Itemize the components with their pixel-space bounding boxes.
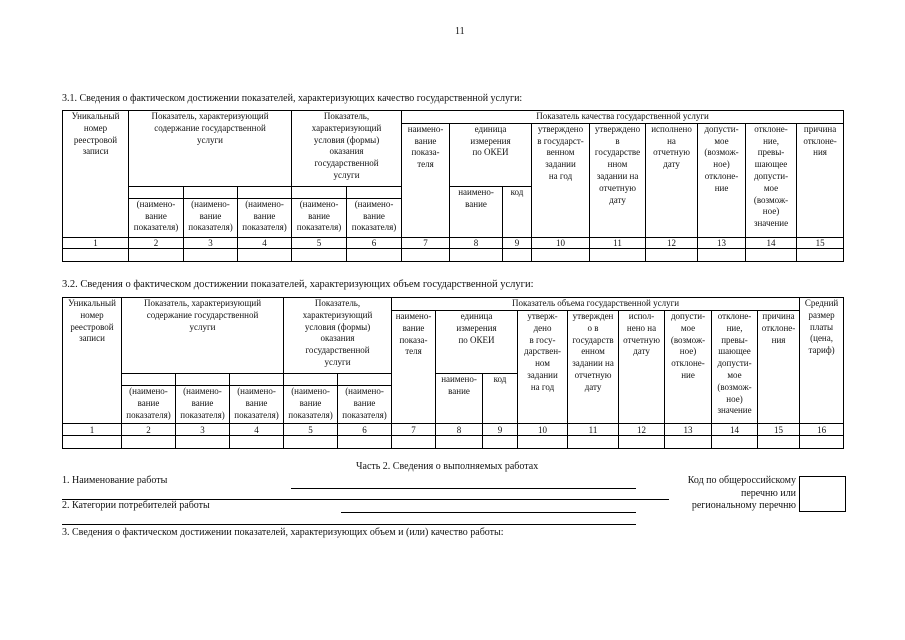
data-row: [63, 436, 844, 449]
header-sub-indicator-name: (наимено- вание показателя): [238, 198, 292, 237]
data-cell: [518, 436, 568, 449]
header-deviation-reason: причина отклоне- ния: [797, 123, 844, 237]
classifier-code-label: Код по общероссийскому перечню или региональному перечню: [687, 475, 796, 511]
column-number-row: [63, 424, 844, 436]
data-cell: [797, 248, 844, 261]
data-cell: [392, 436, 436, 449]
column-number: 14: [746, 237, 797, 248]
indicator-value-cell: [338, 374, 392, 386]
header-unit-name: наимено- вание: [450, 186, 503, 237]
header-approved-year: утверждено в государст- венном задании на год: [532, 123, 590, 237]
column-number: 15: [758, 424, 800, 436]
consumer-categories-line: [341, 512, 636, 513]
data-cell: [230, 436, 284, 449]
header-unit-code: код: [483, 374, 518, 424]
header-indicator-name: наимено- вание показа- теля: [402, 123, 450, 237]
data-cell: [532, 248, 590, 261]
header-approved-report-date: утвержден о в государств енном задании на отчетную дату: [568, 311, 619, 424]
header-approved-year: утверж- дено в госу- дарствен- ном задании на год: [518, 311, 568, 424]
column-number: 9: [483, 424, 518, 436]
header-content-indicator: Показатель, характеризующий содержание государственной услуги: [122, 298, 284, 374]
section-3-1-title: 3.1. Сведения о фактическом достижении показателей, характеризующих качество государственной услуги:: [62, 93, 523, 104]
column-number: 7: [392, 424, 436, 436]
column-number: 2: [122, 424, 176, 436]
column-number: 3: [176, 424, 230, 436]
column-number: 1: [63, 237, 129, 248]
header-deviation-reason: причина отклоне- ния: [758, 311, 800, 424]
data-cell: [63, 436, 122, 449]
separator-line: [62, 524, 636, 525]
column-number: 13: [665, 424, 712, 436]
volume-table: [62, 297, 844, 449]
header-quality-indicator: Показатель качества государственной услуги: [402, 111, 844, 124]
classifier-code-box: [799, 476, 846, 512]
indicator-value-cell: [230, 374, 284, 386]
header-sub-indicator-name: (наимено- вание показателя): [129, 198, 184, 237]
data-row: [63, 248, 844, 261]
data-cell: [698, 248, 746, 261]
data-cell: [665, 436, 712, 449]
work-name-line: [291, 488, 636, 489]
header-sub-indicator-name: (наимено- вание показателя): [292, 198, 347, 237]
data-cell: [63, 248, 129, 261]
data-cell: [122, 436, 176, 449]
column-number: 10: [532, 237, 590, 248]
section-3-2-title: 3.2. Сведения о фактическом достижении показателей, характеризующих объем государственной услуги:: [62, 279, 534, 290]
header-sub-indicator-name: (наимено- вание показателя): [176, 386, 230, 424]
column-number: 11: [568, 424, 619, 436]
header-indicator-name: наимено- вание показа- теля: [392, 311, 436, 424]
header-allowed-deviation: допусти- мое (возмож- ное) отклоне- ние: [698, 123, 746, 237]
data-cell: [402, 248, 450, 261]
header-executed-report-date: испол- нено на отчетную дату: [619, 311, 665, 424]
column-number: 12: [619, 424, 665, 436]
header-allowed-deviation: допусти- мое (возмож- ное) отклоне- ние: [665, 311, 712, 424]
header-sub-indicator-name: (наимено- вание показателя): [122, 386, 176, 424]
column-number: 1: [63, 424, 122, 436]
quality-table: [62, 110, 844, 262]
column-number: 16: [800, 424, 844, 436]
data-cell: [503, 248, 532, 261]
consumer-categories-label: 2. Категории потребителей работы: [62, 500, 210, 511]
indicator-value-cell: [238, 186, 292, 198]
column-number: 10: [518, 424, 568, 436]
column-number: 2: [129, 237, 184, 248]
section-3-work-title: 3. Сведения о фактическом достижении показателей, характеризующих объем и (или) качество работы:: [62, 527, 504, 538]
header-sub-indicator-name: (наимено- вание показателя): [347, 198, 402, 237]
column-number: 8: [436, 424, 483, 436]
indicator-value-cell: [284, 374, 338, 386]
column-number: 3: [184, 237, 238, 248]
data-cell: [292, 248, 347, 261]
data-cell: [450, 248, 503, 261]
column-number: 4: [238, 237, 292, 248]
data-cell: [238, 248, 292, 261]
column-number: 8: [450, 237, 503, 248]
indicator-value-cell: [129, 186, 184, 198]
data-cell: [184, 248, 238, 261]
part-2-title: Часть 2. Сведения о выполняемых работах: [356, 461, 539, 472]
data-cell: [176, 436, 230, 449]
header-unit-code: код: [503, 186, 532, 237]
header-sub-indicator-name: (наимено- вание показателя): [230, 386, 284, 424]
header-executed-report-date: исполнено на отчетную дату: [646, 123, 698, 237]
header-unit-name: наимено- вание: [436, 374, 483, 424]
header-excess-deviation: отклоне- ние, превы- шающее допусти- мое (возмож- ное) значение: [712, 311, 758, 424]
column-number: 11: [590, 237, 646, 248]
column-number: 7: [402, 237, 450, 248]
column-number: 12: [646, 237, 698, 248]
data-cell: [800, 436, 844, 449]
work-name-label: 1. Наименование работы: [62, 475, 168, 486]
indicator-value-cell: [176, 374, 230, 386]
column-number: 4: [230, 424, 284, 436]
indicator-value-cell: [184, 186, 238, 198]
data-cell: [619, 436, 665, 449]
column-number: 5: [284, 424, 338, 436]
indicator-value-cell: [122, 374, 176, 386]
column-number-row: [63, 237, 844, 248]
header-sub-indicator-name: (наимено- вание показателя): [338, 386, 392, 424]
column-number: 9: [503, 237, 532, 248]
data-cell: [347, 248, 402, 261]
header-volume-indicator: Показатель объема государственной услуги: [392, 298, 800, 311]
data-cell: [436, 436, 483, 449]
data-cell: [646, 248, 698, 261]
header-unique-record-number: Уникальный номер реестровой записи: [63, 298, 122, 424]
column-number: 15: [797, 237, 844, 248]
data-cell: [568, 436, 619, 449]
data-cell: [284, 436, 338, 449]
data-cell: [746, 248, 797, 261]
data-cell: [590, 248, 646, 261]
column-number: 13: [698, 237, 746, 248]
data-cell: [129, 248, 184, 261]
column-number: 6: [338, 424, 392, 436]
header-approved-report-date: утверждено в государстве нном задании на отчетную дату: [590, 123, 646, 237]
header-unit-of-measure: единица измерения по ОКЕИ: [450, 123, 532, 186]
header-conditions-indicator: Показатель, характеризующий условия (формы) оказания государственной услуги: [284, 298, 392, 374]
page-number: 11: [455, 26, 465, 37]
header-excess-deviation: отклоне- ние, превы- шающее допусти- мое (возмож- ное) значение: [746, 123, 797, 237]
header-conditions-indicator: Показатель, характеризующий условия (формы) оказания государственной услуги: [292, 111, 402, 187]
column-number: 14: [712, 424, 758, 436]
data-cell: [338, 436, 392, 449]
indicator-value-cell: [292, 186, 347, 198]
header-unit-of-measure: единица измерения по ОКЕИ: [436, 311, 518, 374]
header-sub-indicator-name: (наимено- вание показателя): [284, 386, 338, 424]
data-cell: [712, 436, 758, 449]
data-cell: [758, 436, 800, 449]
column-number: 6: [347, 237, 402, 248]
indicator-value-cell: [347, 186, 402, 198]
data-cell: [483, 436, 518, 449]
header-average-price: Средний размер платы (цена, тариф): [800, 298, 844, 424]
header-unique-record-number: Уникальный номер реестровой записи: [63, 111, 129, 238]
header-content-indicator: Показатель, характеризующий содержание государственной услуги: [129, 111, 292, 187]
column-number: 5: [292, 237, 347, 248]
header-sub-indicator-name: (наимено- вание показателя): [184, 198, 238, 237]
